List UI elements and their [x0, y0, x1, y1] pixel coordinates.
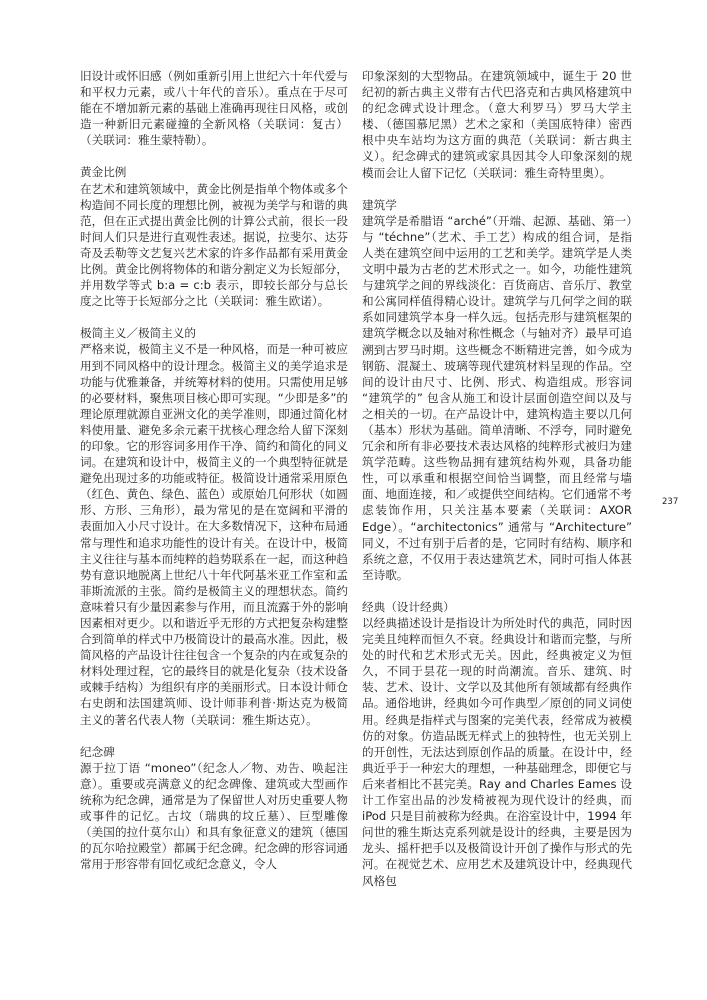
body-paragraph: 印象深刻的大型物品。在建筑领域中，诞生于 20 世纪初的新古典主义带有古代巴洛克和古典风格建筑中的纪念碑式设计理念。（意大利罗马）罗马大学主楼、（德国慕尼黑）艺术之家和（美国底特律）密西根中央车站均为这方面的典范（关联词：新古典主义）。纪念碑式的建筑或家具因其令人印象深刻的规模而会让人留下记忆（关联词：雅生奇特里奥）。 [362, 69, 632, 180]
body-paragraph: 以经典描述设计是指设计为所处时代的典范，同时因完美且纯粹而恒久不衰。经典设计和谐而完整，与所处的时代和艺术形式无关。因此，经典被定义为恒久，不同于昙花一现的时尚潮流。音乐、建筑、时装、艺术、设计、文学以及其他所有领域都有经典作品。通俗地讲，经典如今可作典型／原创的同义词使用。经典是指样式与图案的完美代表，经常成为被模仿的对象。仿造品既无样式上的独特性，也无关别上的开创性，无法达到原创作品的质量。在设计中，经典近乎于一种宏大的理想，一种基础理念，即便它与后来者相比不甚完美。Ray and Charles Eames 设计工作室出品的沙发椅被视为现代设计的经典，而 iPod 只是目前被称为经典。在浴室设计中，1994 年问世的雅生斯达克系列就是设计的经典，主要是因为龙头、摇杆把手以及极简设计开创了操作与形式的先河。在视觉艺术、应用艺术及建筑设计中，经典现代风格包 [362, 616, 632, 888]
paragraph-gap [80, 728, 348, 744]
section-heading: 极简主义／极简主义的 [80, 326, 196, 341]
body-paragraph: 严格来说，极简主义不是一种风格，而是一种可被应用到不同风格中的设计理念。极简主义的美学追求是功能与优雅兼备，并统筹材料的使用。只需使用足够的必要材料，聚焦项目核心即可实现。“少即是多”的理论原理就源自亚洲文化的美学准则，即通过简化材料使用量、避免多余元素干扰核心理念给人留下深刻的印象。它的形容词多用作干净、简约和简化的同义词。在建筑和设计中，极简主义的一个典型特征就是避免出现过多的功能或特征。极简设计通常采用原色（红色、黄色、绿色、蓝色）或原始几何形状（如圆形、方形、三角形），最为常见的是在宽阔和平滑的表面加入小尺寸设计。在大多数情况下，这种布局通常与理性和追求功能性的设计有关。在设计中，极简主义往往与基本而纯粹的趋势联系在一起，而这种趋势有意识地脱离上世纪八十年代阿基米亚工作室和孟菲斯流派的主张。简约是极简主义的理想状态。简约意味着只有少量因素参与作用，而且流露于外的影响因素相对更少。以和谐近乎无形的方式把复杂构建整合到简单的样式中乃极简设计的最高水准。因此，极简风格的产品设计往往包含一个复杂的内在或复杂的材料处理过程，它的最终目的就是化复杂（技术设备或棘手结构）为组织有序的美丽形式。日本设计师仓右史朗和法国建筑师、设计师菲利普·斯达克为极简主义的著名代表人物（关联词：雅生斯达克）。 [80, 342, 348, 727]
left-column [80, 68, 348, 872]
section-heading: 建筑学 [362, 197, 397, 212]
paragraph-gap [362, 583, 632, 599]
section-heading: 经典（设计经典） [362, 599, 455, 614]
section-heading: 纪念碑 [80, 744, 115, 759]
paragraph-gap [80, 148, 348, 164]
page-number: 237 [662, 497, 679, 507]
body-paragraph: 源于拉丁语 “moneo”（纪念人／物、劝告、唤起注意）。重要或亮满意义的纪念碑像、建筑或大型画作统称为纪念碑，通常是为了保留世人对历史重要人物或事件的记忆。古坟（瑞典的坟丘墓）、巨型雕像（美国的拉什莫尔山）和具有象征意义的建筑（德国的瓦尔哈拉殿堂）都属于纪念碑。纪念碑的形容词通常用于形容带有回忆或纪念意义，令人 [80, 760, 348, 872]
paragraph-gap [362, 181, 632, 197]
paragraph-gap [80, 309, 348, 325]
body-paragraph: 旧设计或怀旧感（例如重新引用上世纪六十年代爱与和平权力元素，或八十年代的音乐）。重点在于尽可能在不增加新元素的基础上准确再现往日风格，或创造一种新旧元素碰撞的全新风格（关联词：复古）（关联词：雅生蒙特勒）。 [80, 69, 348, 148]
body-paragraph: 在艺术和建筑领域中，黄金比例是指单个物体或多个构造间不同长度的理想比例，被视为美学与和谐的典范，但在正式提出黄金比例的计算公式前，很长一段时间人们只是进行直观性表述。据说，拉斐尔、达芬奇及丢勒等文艺复兴艺术家的许多作品都有采用黄金比例。黄金比例将物体的和谐分割定义为长短部分，并用数学等式 b:a = c:b 表示，即较长部分与总长度之比等于长短部分之比（关联词：雅生欧诺）。 [80, 181, 348, 309]
right-column [362, 68, 632, 889]
section-heading: 黄金比例 [80, 165, 127, 180]
body-paragraph: 建筑学是希腊语 “arché”（开端、起源、基础、第一）与 “téchne”（艺术、手工艺）构成的组合词，是指人类在建筑空间中运用的工艺和美学。建筑学是人类文明中最为古老的艺术形式之一。如今，功能性建筑与建筑学之间的界线淡化：百货商店、音乐厅、教堂和公寓同样值得精心设计。建筑学与几何学之间的联系如同建筑学本身一样久远。包括壳形与建筑框架的建筑学概念以及轴对称性概念（与轴对齐）最早可追溯到古罗马时期。这些概念不断精进完善，如今成为钢筋、混凝土、玻璃等现代建筑材料呈现的作品。空间的设计由尺寸、比例、形式、构造组成。形容词 “建筑学的” 包含从施工和设计层面创造空间以及与之相关的一切。在产品设计中，建筑构造主要以几何（基本）形状为基础。简单清晰、不浮夸，同时避免冗余和所有非必要技术表达风格的纯粹形式被归为建筑学范畴。这些物品拥有建筑结构外观，具备功能性，可以承重和根据空间恰当调整，而且经常与墙面、地面连接，和／或提供空间结构。它们通常不考虑装饰作用，只关注基本要素（关联词：AXOR Edge）。“architectonics” 通常与 “Architecture” 同义，不过有别于后者的是，它同时有结构、顺序和系统之意，不仅用于表达建筑艺术，同时可指人体甚至诗歌。 [362, 213, 632, 582]
